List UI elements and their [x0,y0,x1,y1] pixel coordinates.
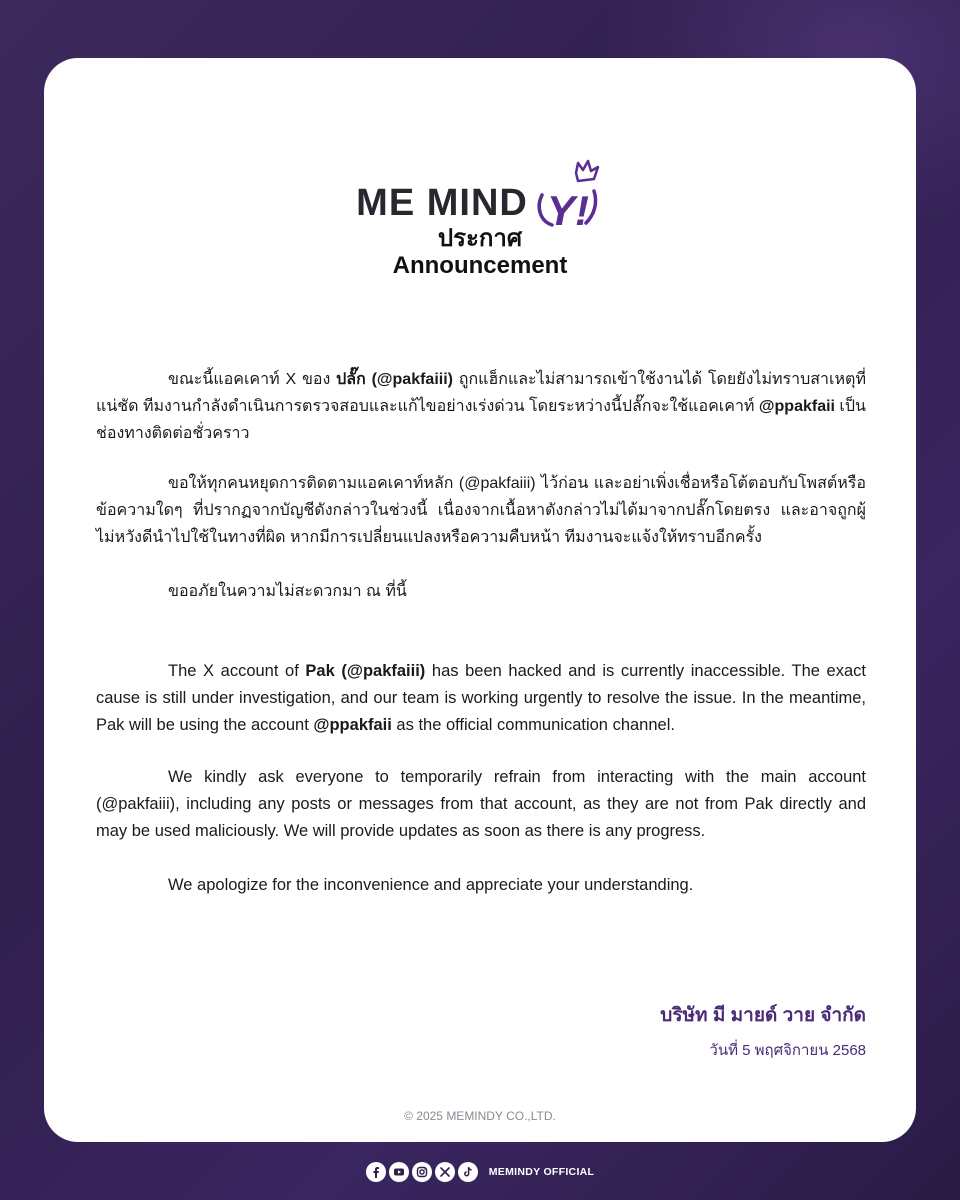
heading-english: Announcement [392,252,568,279]
logo-text: ME MIND [356,181,528,224]
thai-paragraph-2: ขอให้ทุกคนหยุดการติดตามแอคเคาท์หลัก (@pakfaiii) ไว้ก่อน และอย่าเพิ่งเชื่อหรือโต้ตอบกับโพสต์หรือข้อความใดๆ ที่ปรากฏจากบัญชีดังกล่าวในช่วงนี้ เนื่องจากเนื้อหาดังกล่าวไม่ได้มาจากปลั๊กโดยตรง และอาจถูกผู้ไม่หวังดีนำไปใช้ในทางที่ผิด หากมีการเปลี่ยนแปลงหรือความคืบหน้า ทีมงานจะแจ้งให้ทราบอีกครั้ง [96,475,866,546]
heading-thai: ประกาศ [437,225,523,252]
instagram-icon[interactable] [412,1162,432,1182]
thai-paragraph-1 [96,366,866,447]
english-p1-text: The X account of [168,662,306,680]
thai-p1-bold-handle: ปลั๊ก (@pakfaiii) [336,371,453,388]
x-icon[interactable] [435,1162,455,1182]
english-p1-bold-new-handle: @ppakfaii [313,716,392,734]
english-p1-bold-handle: Pak (@pakfaiii) [305,662,426,680]
thai-p1-text-middle: ถูกแฮ็กและไม่สามารถเข้าใช้งานได้ โดยยังไม่ทราบสาเหตุที่แน่ชัด ทีมงานกำลังดำเนินการตรวจสอบและแก้ไขอย่างเร่งด่วน โดยระหว่างนี้ปลั๊กจะใช้แอคเคาท์ [96,371,866,415]
copyright-notice: © 2025 MEMINDY CO.,LTD. [404,1109,556,1123]
announcement-card [44,58,916,1142]
signature-company: บริษัท มี มายด์ วาย จำกัด [660,1005,866,1026]
thai-paragraph-3: ขออภัยในความไม่สะดวกมา ณ ที่นี้ [168,583,407,600]
english-p1-text-middle: has been hacked and is currently inaccessible. The exact cause is still under investigation, and our team is working urgently to resolve the issue. In the meantime, Pak will be using the account [96,662,866,734]
english-paragraph-1 [96,658,866,739]
english-p1-text-end: as the official communication channel. [391,716,675,734]
footer-label: MEMINDY OFFICIAL [488,1166,595,1178]
thai-p1-text-end: เป็นช่องทางติดต่อชั่วคราว [96,398,866,442]
youtube-icon[interactable] [389,1162,409,1182]
signature-date: วันที่ 5 พฤศจิกายน 2568 [709,1042,866,1059]
english-paragraph-2: We kindly ask everyone to temporarily refrain from interacting with the main account (@pakfaiii), including any posts or messages from that account, as they are not from Pak directly and may be used maliciously. We will provide updates as soon as there is any progress. [96,768,866,840]
thai-p1-text: ขณะนี้แอคเคาท์ X ของ [168,371,337,388]
tiktok-icon[interactable] [458,1162,478,1182]
logo-mark-text: Y! [546,187,589,234]
social-footer [0,1160,960,1184]
thai-p1-bold-new-handle: @ppakfaii [758,398,835,415]
facebook-icon[interactable] [366,1162,386,1182]
english-paragraph-3: We apologize for the inconvenience and appreciate your understanding. [168,876,694,894]
